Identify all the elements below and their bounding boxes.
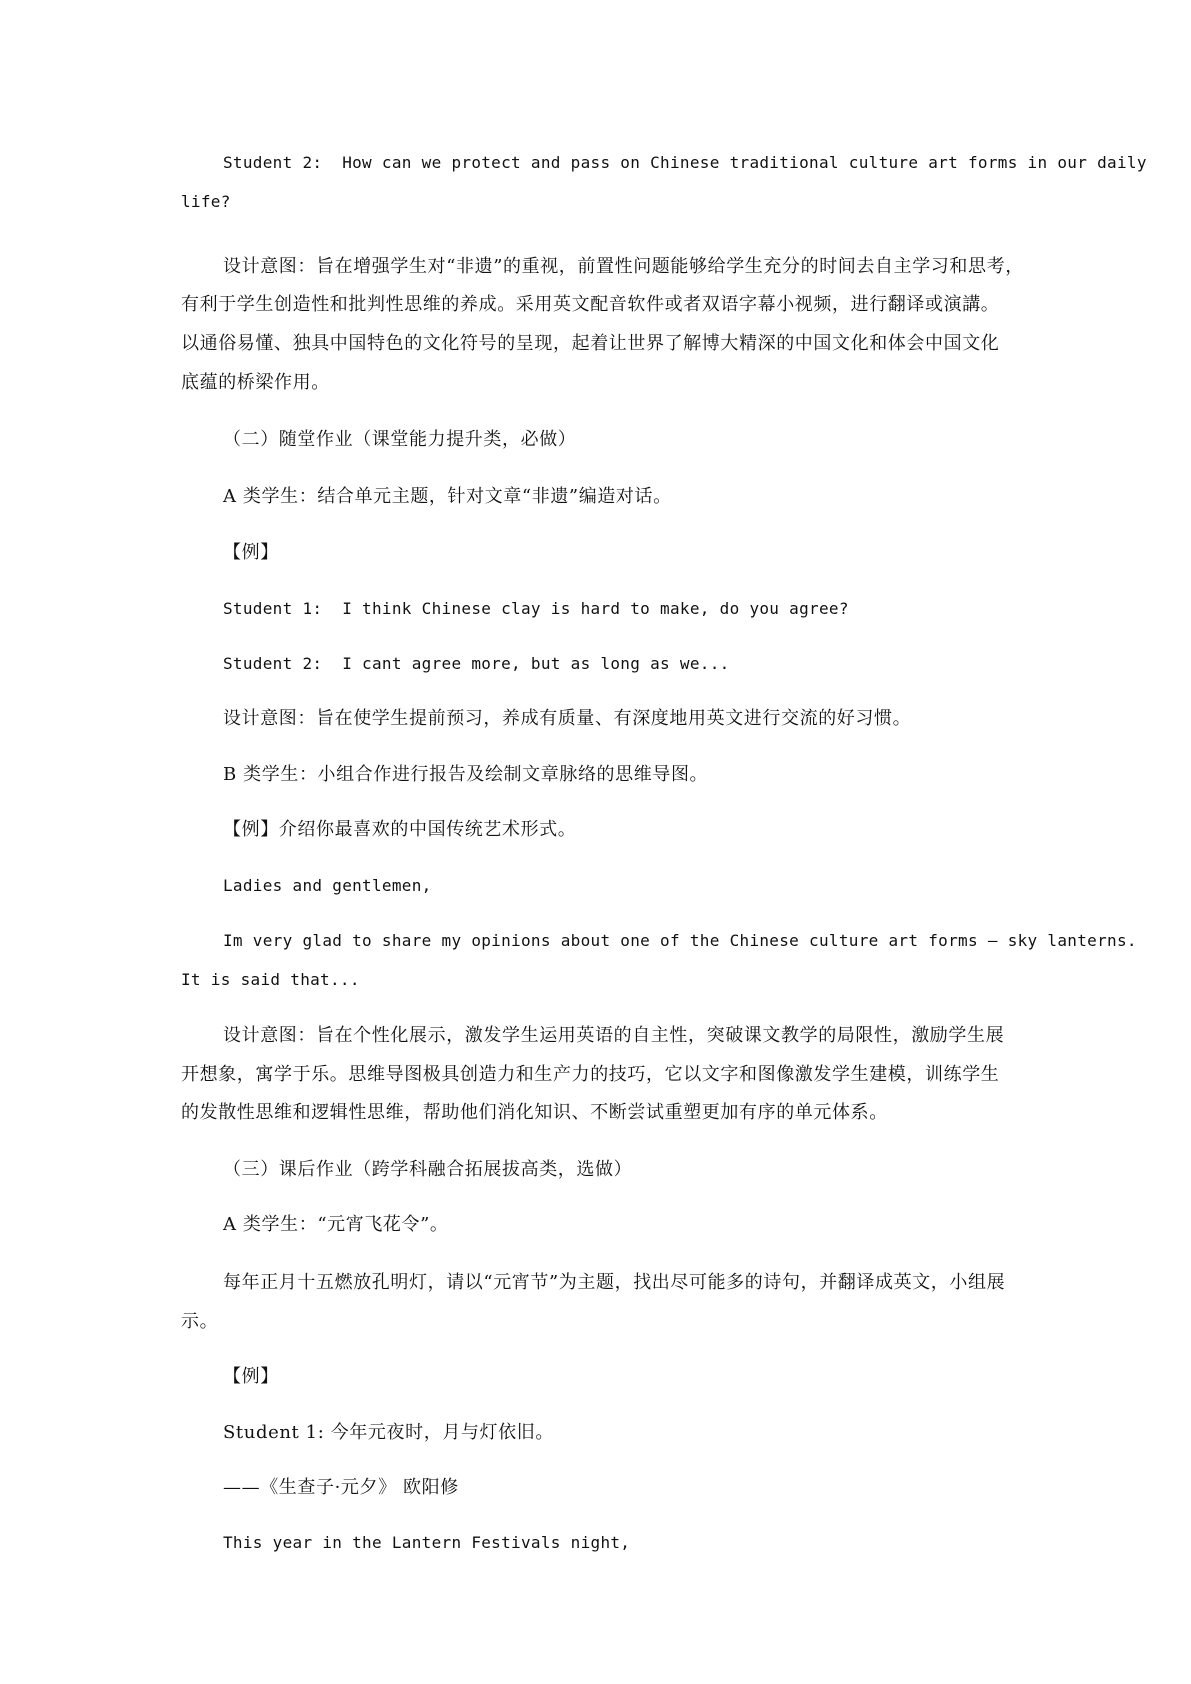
design-intent-1-line2: 有利于学生创造性和批判性思维的养成。采用英文配音软件或者双语字幕小视频，进行翻译或演講。 bbox=[181, 294, 1000, 315]
design-intent-3-line1: 设计意图：旨在个性化展示，激发学生运用英语的自主性，突破课文教学的局限性，激励学生展 bbox=[223, 1025, 1005, 1046]
student2-question-line1: Student 2: How can we protect and pass on Chinese traditional culture art forms in our daily bbox=[223, 153, 1147, 172]
poem-translation: This year in the Lantern Festivals night, bbox=[223, 1533, 631, 1552]
speech-greeting: Ladies and gentlemen, bbox=[223, 876, 432, 895]
design-intent-1-line4: 底蕴的桥梁作用。 bbox=[181, 372, 330, 393]
section-2-heading: （二）随堂作业（课堂能力提升类，必做） bbox=[223, 429, 577, 450]
poem-source: ——《生查子·元夕》 欧阳修 bbox=[223, 1477, 459, 1498]
lantern-task-line1: 每年正月十五燃放孔明灯，请以“元宵节”为主题，找出尽可能多的诗句，并翻译成英文，小组展 bbox=[223, 1272, 1006, 1293]
speech-line1: Im very glad to share my opinions about one of the Chinese culture art forms — sky lanterns. bbox=[223, 931, 1137, 950]
example-label-3: 【例】 bbox=[223, 1366, 279, 1387]
design-intent-3-line3: 的发散性思维和逻辑性思维，帮助他们消化知识、不断尝试重塑更加有序的单元体系。 bbox=[181, 1102, 888, 1123]
section-3-heading: （三）课后作业（跨学科融合拓展拔高类，选做） bbox=[223, 1159, 633, 1180]
design-intent-1-line1: 设计意图：旨在增强学生对“非遗”的重视，前置性问题能够给学生充分的时间去自主学习和思考， bbox=[223, 256, 1024, 277]
b-students-task: B 类学生：小组合作进行报告及绘制文章脉络的思维导图。 bbox=[223, 764, 709, 785]
a-students-task-2: A 类学生：“元宵飞花令”。 bbox=[223, 1214, 449, 1235]
speech-line2: It is said that... bbox=[181, 970, 360, 989]
student1-dialog: Student 1: I think Chinese clay is hard to make, do you agree? bbox=[223, 599, 849, 618]
design-intent-1-line3: 以通俗易懂、独具中国特色的文化符号的呈现，起着让世界了解博大精深的中国文化和体会中国文化 bbox=[181, 333, 1000, 354]
example-label-2: 【例】介绍你最喜欢的中国传统艺术形式。 bbox=[223, 819, 577, 840]
a-students-task: A 类学生：结合单元主题，针对文章“非遗”编造对话。 bbox=[223, 486, 672, 507]
design-intent-3-line2: 开想象，寓学于乐。思维导图极具创造力和生产力的技巧，它以文字和图像激发学生建模，训练学生 bbox=[181, 1064, 1000, 1085]
example-label-1: 【例】 bbox=[223, 542, 279, 563]
student2-question-line2: life? bbox=[181, 192, 231, 211]
poem-line: Student 1: 今年元夜时，月与灯依旧。 bbox=[223, 1422, 554, 1443]
student2-dialog: Student 2: I cant agree more, but as long as we... bbox=[223, 654, 730, 673]
design-intent-2: 设计意图：旨在使学生提前预习，养成有质量、有深度地用英文进行交流的好习惯。 bbox=[223, 708, 912, 729]
lantern-task-line2: 示。 bbox=[181, 1311, 219, 1332]
